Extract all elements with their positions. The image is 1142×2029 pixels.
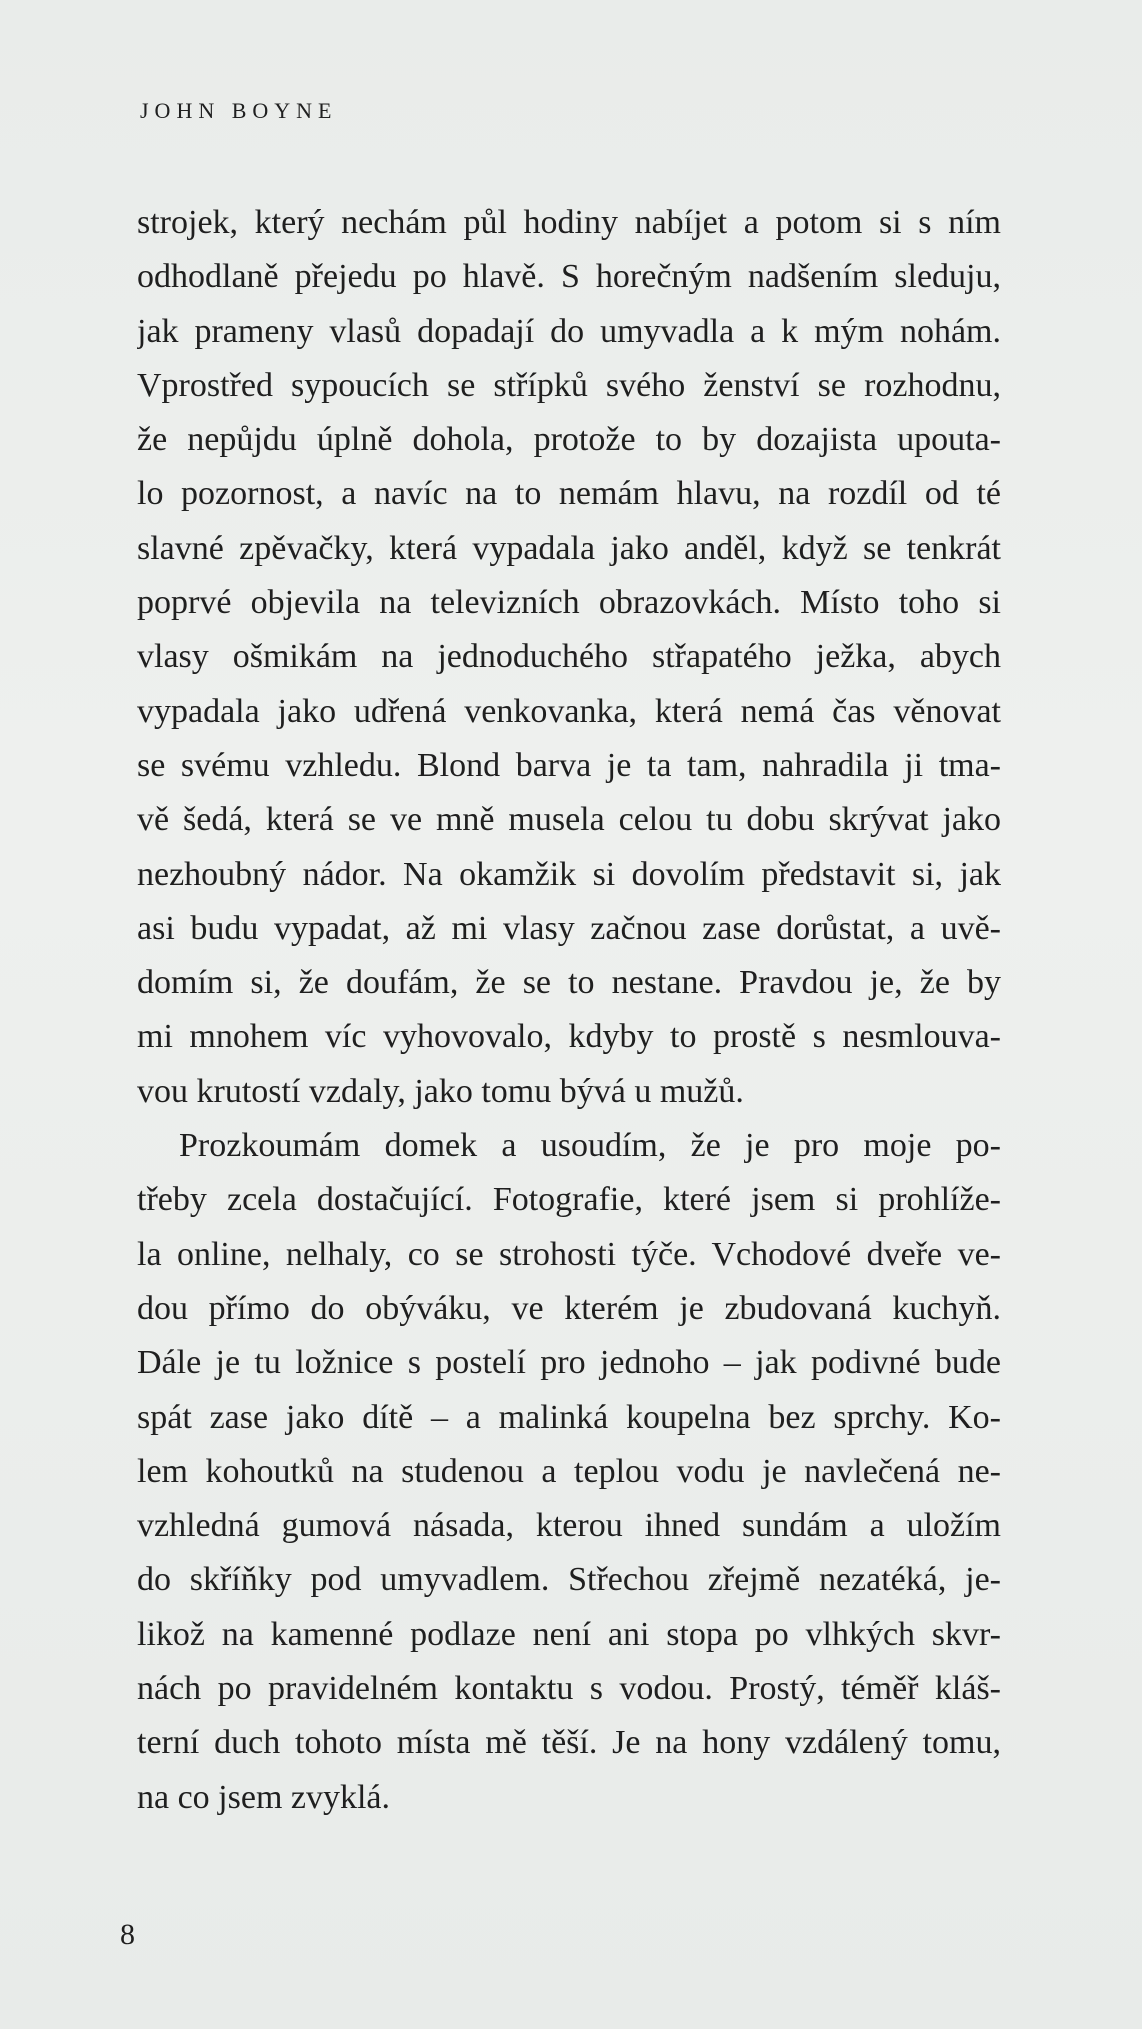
- text-line: lem kohoutků na studenou a teplou vodu je navlečená ne-: [137, 1452, 1001, 1490]
- text-line: na co jsem zvyklá.: [137, 1778, 391, 1816]
- text-line: vlasy ošmikám na jednoduchého střapatého ježka, abych: [137, 638, 1001, 676]
- text-line: Dále je tu ložnice s postelí pro jednoho – jak podivné bude: [137, 1344, 1001, 1382]
- text-line: nezhoubný nádor. Na okamžik si dovolím představit si, jak: [137, 855, 1001, 893]
- text-line: dou přímo do obýváku, ve kterém je zbudovaná kuchyň.: [137, 1289, 1001, 1327]
- text-line: strojek, který nechám půl hodiny nabíjet a potom si s ním: [137, 204, 1001, 241]
- text-line: slavné zpěvačky, která vypadala jako anděl, když se tenkrát: [137, 529, 1001, 567]
- paragraph: [137, 1119, 1001, 1825]
- text-line: jak prameny vlasů dopadají do umyvadla a k mým nohám.: [137, 312, 1001, 350]
- text-line: třeby zcela dostačující. Fotografie, které jsem si prohlíže-: [137, 1181, 1001, 1219]
- text-line: domím si, že doufám, že se to nestane. Pravdou je, že by: [137, 964, 1001, 1002]
- text-line: mi mnohem víc vyhovovalo, kdyby to prostě s nesmlouva-: [137, 1018, 1001, 1056]
- text-line: poprvé objevila na televizních obrazovkách. Místo toho si: [137, 584, 1001, 622]
- body-text: [137, 196, 1001, 1825]
- text-line: lo pozornost, a navíc na to nemám hlavu, na rozdíl od té: [137, 475, 1001, 513]
- text-line: vě šedá, která se ve mně musela celou tu dobu skrývat jako: [137, 801, 1001, 839]
- text-line: likož na kamenné podlaze není ani stopa po vlhkých skvr-: [137, 1615, 1001, 1653]
- page-number: 8: [120, 1918, 135, 1951]
- text-line: la online, nelhaly, co se strohosti týče. Vchodové dveře ve-: [137, 1235, 1001, 1273]
- text-line: vzhledná gumová násada, kterou ihned sundám a uložím: [137, 1507, 1001, 1545]
- text-line: vou krutostí vzdaly, jako tomu bývá u mužů.: [137, 1072, 744, 1110]
- text-line: Prozkoumám domek a usoudím, že je pro moje po-: [179, 1127, 1001, 1165]
- text-line: asi budu vypadat, až mi vlasy začnou zase dorůstat, a uvě-: [137, 909, 1001, 947]
- text-line: do skříňky pod umyvadlem. Střechou zřejmě nezatéká, je-: [137, 1561, 1001, 1599]
- text-line: nách po pravidelném kontaktu s vodou. Prostý, téměř kláš-: [137, 1670, 1001, 1708]
- text-line: se svému vzhledu. Blond barva je ta tam, nahradila ji tma-: [137, 746, 1001, 784]
- text-line: vypadala jako udřená venkovanka, která nemá čas věnovat: [137, 692, 1001, 730]
- text-line: že nepůjdu úplně dohola, protože to by dozajista upouta-: [137, 421, 1001, 459]
- text-line: terní duch tohoto místa mě těší. Je na hony vzdálený tomu,: [137, 1724, 1001, 1762]
- paragraph: [137, 196, 1001, 1119]
- running-head: JOHN BOYNE: [140, 98, 338, 123]
- text-line: Vprostřed sypoucích se střípků svého ženství se rozhodnu,: [137, 366, 1001, 404]
- text-line: spát zase jako dítě – a malinká koupelna bez sprchy. Ko-: [137, 1398, 1001, 1436]
- text-line: odhodlaně přejedu po hlavě. S horečným nadšením sleduju,: [137, 258, 1001, 296]
